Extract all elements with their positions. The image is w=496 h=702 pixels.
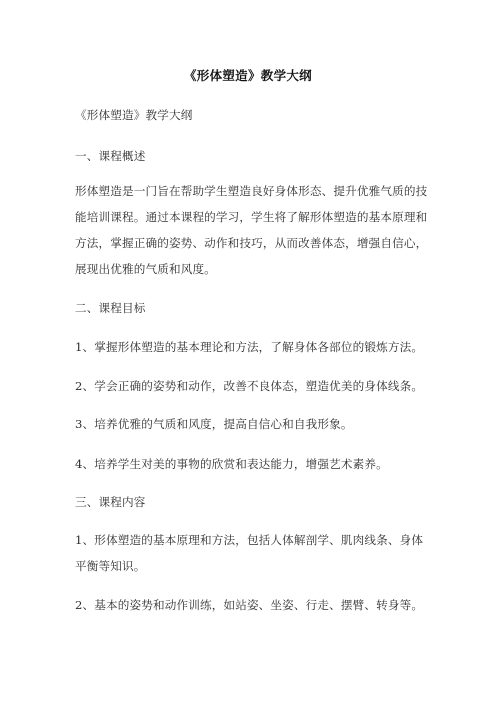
document-subtitle: 《形体塑造》教学大纲 [75, 108, 193, 122]
section-heading-objectives: 二、课程目标 [75, 301, 146, 315]
overview-paragraph-line: 展现出优雅的气质和风度。 [75, 262, 216, 276]
objective-item: 3、培养优雅的气质和风度，提高自信心和自我形象。 [75, 417, 353, 431]
content-item-line: 平衡等知识。 [75, 559, 146, 573]
section-heading-overview: 一、课程概述 [75, 149, 146, 163]
overview-paragraph-line: 能培训课程。通过本课程的学习，学生将了解形体塑造的基本原理和 [75, 210, 428, 224]
overview-paragraph-line: 方法，掌握正确的姿势、动作和技巧，从而改善体态，增强自信心， [75, 236, 428, 250]
section-heading-content: 三、课程内容 [75, 495, 146, 509]
overview-paragraph-line: 形体塑造是一门旨在帮助学生塑造良好身体形态、提升优雅气质的技 [75, 184, 428, 198]
objective-item: 4、培养学生对美的事物的欣赏和表达能力，增强艺术素养。 [75, 457, 388, 471]
objective-item: 1、掌握形体塑造的基本理论和方法，了解身体各部位的锻炼方法。 [75, 340, 424, 354]
content-item-line: 1、形体塑造的基本原理和方法，包括人体解剖学、肌肉线条、身体 [75, 533, 424, 547]
objective-item: 2、学会正确的姿势和动作，改善不良体态，塑造优美的身体线条。 [75, 379, 424, 393]
content-item: 2、基本的姿势和动作训练，如站姿、坐姿、行走、摆臂、转身等。 [75, 598, 424, 612]
document-title: 《形体塑造》教学大纲 [183, 68, 312, 83]
